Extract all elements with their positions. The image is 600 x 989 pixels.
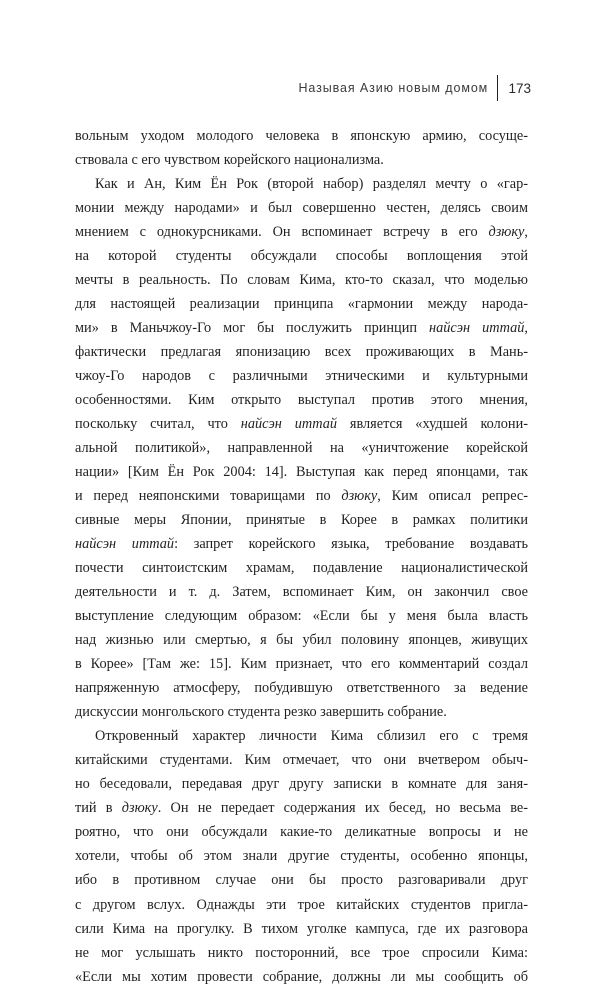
header-divider xyxy=(497,75,498,101)
text-line xyxy=(75,508,528,532)
text-segment: Откровенный характер личности Кима сблизил его с тремя xyxy=(95,728,528,745)
text-line xyxy=(75,268,528,292)
text-segment: , xyxy=(524,320,528,337)
text-line xyxy=(75,340,528,364)
body-text xyxy=(75,124,528,989)
text-segment: роятно, что они обсуждали какие-то деликатные вопросы и не xyxy=(75,824,528,841)
text-line xyxy=(75,124,528,148)
text-line xyxy=(75,820,528,844)
italic-term: дзюку xyxy=(488,224,525,241)
text-segment: является «худшей колони- xyxy=(337,416,528,433)
text-segment: над жизнью или смертью, я бы убил половину японцев, живущих xyxy=(75,632,528,649)
text-line xyxy=(75,220,528,244)
text-line xyxy=(75,628,528,652)
text-line xyxy=(75,292,528,316)
text-line xyxy=(75,484,528,508)
text-segment: почести синтоистским храмам, подавление националистической xyxy=(75,560,528,577)
text-segment: деятельности и т. д. Затем, вспоминает Ким, он закончил свое xyxy=(75,584,528,601)
text-segment: китайскими студентами. Ким отмечает, что они вчетвером обыч- xyxy=(75,752,528,769)
italic-term: найсэн иттай xyxy=(429,320,525,337)
text-segment: сили Кима на прогулку. В тихом уголке кампуса, где их разговора xyxy=(75,920,528,937)
running-title: Называя Азию новым домом xyxy=(298,81,489,95)
text-segment: ствовала с его чувством корейского национализма. xyxy=(75,152,384,169)
text-line xyxy=(75,941,528,965)
text-segment: особенностями. Ким открыто выступал против этого мнения, xyxy=(75,392,528,409)
text-segment: в Корее» [Там же: 15]. Ким признает, что его комментарий создал xyxy=(75,656,528,673)
italic-term: дзюку xyxy=(121,800,158,817)
text-segment: сивные меры Японии, принятые в Корее в рамках политики xyxy=(75,512,528,529)
text-segment: поскольку считал, что xyxy=(75,416,241,433)
italic-term: найсэн иттай xyxy=(75,536,175,553)
text-line xyxy=(75,580,528,604)
text-line xyxy=(75,917,528,941)
text-line xyxy=(75,172,528,196)
text-segment: мнением с однокурсниками. Он вспоминает встречу в его xyxy=(75,224,489,241)
text-segment: и перед неяпонскими товарищами по xyxy=(75,488,342,505)
text-segment: выступление следующим образом: «Если бы у меня была власть xyxy=(75,608,528,625)
italic-term: найсэн иттай xyxy=(240,416,338,433)
text-line xyxy=(75,700,528,724)
text-segment: : запрет корейского языка, требование воздавать xyxy=(174,536,528,553)
text-segment: но беседовали, передавая друг другу записки в комнате для заня- xyxy=(75,776,528,793)
text-segment: хотели, чтобы об этом знали другие студенты, особенно японцы, xyxy=(75,848,528,865)
running-header xyxy=(298,74,531,102)
text-line xyxy=(75,388,528,412)
text-line xyxy=(75,148,528,172)
text-line xyxy=(75,244,528,268)
text-segment: с другом вслух. Однажды эти трое китайских студентов пригла- xyxy=(75,896,528,913)
text-segment: , Ким описал репрес- xyxy=(377,488,528,505)
text-segment: , xyxy=(524,224,528,241)
text-line xyxy=(75,556,528,580)
text-line xyxy=(75,652,528,676)
text-line xyxy=(75,316,528,340)
text-line xyxy=(75,893,528,917)
text-segment: тий в xyxy=(75,800,122,817)
text-line xyxy=(75,436,528,460)
italic-term: дзюку xyxy=(341,488,378,505)
page-number: 173 xyxy=(508,80,531,96)
text-segment: на которой студенты обсуждали способы воплощения этой xyxy=(75,248,528,265)
text-segment: ибо в противном случае они бы просто разговаривали друг xyxy=(75,872,528,889)
text-line xyxy=(75,868,528,892)
text-line xyxy=(75,196,528,220)
text-segment: дискуссии монгольского студента резко завершить собрание. xyxy=(75,704,447,721)
text-line xyxy=(75,844,528,868)
text-line xyxy=(75,412,528,436)
text-line xyxy=(75,532,528,556)
text-line xyxy=(75,676,528,700)
text-segment: мечты в реальность. По словам Кима, кто-то сказал, что моделью xyxy=(75,272,528,289)
text-line xyxy=(75,772,528,796)
text-segment: не мог услышать никто посторонний, все трое спросили Кима: xyxy=(75,944,528,961)
text-segment: напряженную атмосферу, побудившую ответственного за ведение xyxy=(75,680,528,697)
text-segment: вольным уходом молодого человека в японскую армию, сосуще- xyxy=(75,128,528,144)
text-line xyxy=(75,364,528,388)
text-segment: «Если мы хотим провести собрание, должны ли мы сообщить об xyxy=(75,968,528,985)
text-segment: . Он не передает содержания их бесед, но весьма ве- xyxy=(157,800,528,817)
text-segment: фактически предлагая японизацию всех проживающих в Мань- xyxy=(75,344,528,361)
text-segment: Как и Ан, Ким Ён Рок (второй набор) разделял мечту о «гар- xyxy=(95,176,528,193)
text-segment: альной политикой», направленной на «уничтожение корейской xyxy=(75,440,528,457)
text-line xyxy=(75,604,528,628)
text-segment: для настоящей реализации принципа «гармонии между народа- xyxy=(75,296,528,313)
text-line xyxy=(75,796,528,820)
text-segment: чжоу-Го народов с различными этническими и культурными xyxy=(75,368,528,385)
text-segment: монии между народами» и был совершенно честен, делясь своим xyxy=(75,200,528,217)
text-line xyxy=(75,460,528,484)
text-line xyxy=(75,965,528,989)
text-line xyxy=(75,748,528,772)
text-segment: ми» в Маньчжоу-Го мог бы послужить принцип xyxy=(75,320,430,337)
text-line xyxy=(75,724,528,748)
text-segment: нации» [Ким Ён Рок 2004: 14]. Выступая как перед японцами, так xyxy=(75,464,528,481)
